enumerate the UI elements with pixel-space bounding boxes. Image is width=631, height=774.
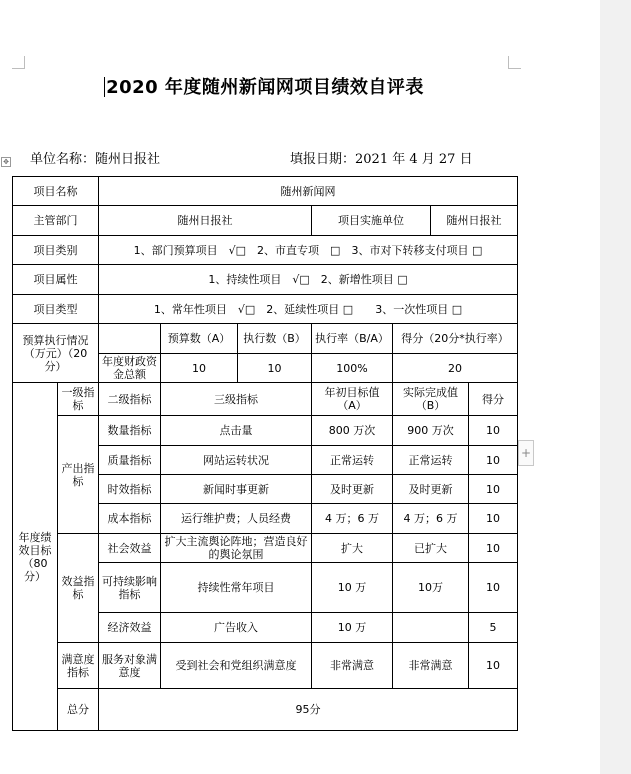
category-row — [13, 236, 518, 265]
satisfaction-indicator-label: 满意度指标 — [58, 643, 99, 689]
fill-date-label: 填报日期： — [290, 152, 356, 167]
impl-unit-value: 随州日报社 — [431, 206, 518, 236]
budget-score: 20 — [393, 354, 518, 383]
rate-value: 100% — [312, 354, 393, 383]
type-row — [13, 295, 518, 324]
header-target: 年初目标值（A） — [312, 383, 393, 416]
crop-mark-top-left — [12, 56, 25, 69]
total-row — [13, 689, 518, 731]
level3-cell: 新闻时事更新 — [161, 475, 312, 504]
indicator-header-row — [13, 383, 518, 416]
level2-cell: 社会效益 — [99, 534, 161, 563]
header-level2: 二级指标 — [99, 383, 161, 416]
indicator-row — [13, 534, 518, 563]
level2-cell: 服务对象满意度 — [99, 643, 161, 689]
score-cell: 10 — [469, 416, 518, 446]
budget-label: 预算执行情况（万元）（20 分） — [13, 324, 99, 383]
level3-cell: 扩大主流舆论阵地；营造良好的舆论氛围 — [161, 534, 312, 563]
header-level1: 一级指标 — [58, 383, 99, 416]
project-name-label: 项目名称 — [13, 177, 99, 206]
score-cell: 10 — [469, 504, 518, 534]
document-title[interactable] — [0, 73, 528, 99]
indicator-row — [13, 416, 518, 446]
total-value: 95分 — [99, 689, 518, 731]
actual-cell: 900 万次 — [393, 416, 469, 446]
header-score: 得分 — [469, 383, 518, 416]
attribute-label: 项目属性 — [13, 265, 99, 295]
actual-cell — [393, 613, 469, 643]
level2-cell: 质量指标 — [99, 446, 161, 475]
score-cell: 10 — [469, 446, 518, 475]
dept-value: 随州日报社 — [99, 206, 312, 236]
budget-corner-cell — [99, 324, 161, 354]
budget-col-score: 得分（20分*执行率） — [393, 324, 518, 354]
level2-cell: 时效指标 — [99, 475, 161, 504]
type-label: 项目类型 — [13, 295, 99, 324]
project-name-value: 随州新闻网 — [99, 177, 518, 206]
header-actual: 实际完成值（B） — [393, 383, 469, 416]
actual-cell: 及时更新 — [393, 475, 469, 504]
level3-cell: 广告收入 — [161, 613, 312, 643]
budget-col-budget: 预算数（A） — [161, 324, 238, 354]
level2-cell: 经济效益 — [99, 613, 161, 643]
attribute-options: 1、持续性项目 √□ 2、新增性项目 □ — [99, 265, 518, 295]
impl-unit-label: 项目实施单位 — [312, 206, 431, 236]
dept-row — [13, 206, 518, 236]
actual-cell: 已扩大 — [393, 534, 469, 563]
level2-cell: 可持续影响指标 — [99, 563, 161, 613]
level3-cell: 点击量 — [161, 416, 312, 446]
target-cell: 10 万 — [312, 613, 393, 643]
total-label: 总分 — [58, 689, 99, 731]
score-cell: 10 — [469, 534, 518, 563]
unit-value: 随州日报社 — [95, 152, 161, 167]
score-cell: 5 — [469, 613, 518, 643]
target-cell: 10 万 — [312, 563, 393, 613]
dept-label: 主管部门 — [13, 206, 99, 236]
level3-cell: 受到社会和党组织满意度 — [161, 643, 312, 689]
target-cell: 4 万；6 万 — [312, 504, 393, 534]
level2-cell: 数量指标 — [99, 416, 161, 446]
target-cell: 扩大 — [312, 534, 393, 563]
crop-mark-top-right — [508, 56, 521, 69]
target-cell: 800 万次 — [312, 416, 393, 446]
unit-label: 单位名称： — [30, 152, 96, 167]
score-cell: 10 — [469, 643, 518, 689]
level3-cell: 网站运转状况 — [161, 446, 312, 475]
text-cursor — [104, 77, 105, 97]
header-level3: 三级指标 — [161, 383, 312, 416]
budget-row-label: 年度财政资金总额 — [99, 354, 161, 383]
type-options: 1、常年性项目 √□ 2、延续性项目 □ 3、一次性项目 □ — [99, 295, 518, 324]
actual-cell: 非常满意 — [393, 643, 469, 689]
target-cell: 非常满意 — [312, 643, 393, 689]
actual-cell: 10万 — [393, 563, 469, 613]
target-cell: 及时更新 — [312, 475, 393, 504]
table-move-icon[interactable]: ✥ — [1, 157, 11, 167]
category-label: 项目类别 — [13, 236, 99, 265]
budget-col-rate: 执行率（B/A） — [312, 324, 393, 354]
project-name-row — [13, 177, 518, 206]
actual-cell: 4 万；6 万 — [393, 504, 469, 534]
score-cell: 10 — [469, 563, 518, 613]
goal-label: 年度绩效目标（80 分） — [13, 383, 58, 731]
level3-cell: 运行维护费；人员经费 — [161, 504, 312, 534]
category-options: 1、部门预算项目 √□ 2、市直专项 □ 3、市对下转移支付项目 □ — [99, 236, 518, 265]
actual-cell: 正常运转 — [393, 446, 469, 475]
target-cell: 正常运转 — [312, 446, 393, 475]
output-indicator-label: 产出指标 — [58, 416, 99, 534]
indicator-row — [13, 643, 518, 689]
budget-header-row — [13, 324, 518, 354]
benefit-indicator-label: 效益指标 — [58, 534, 99, 643]
level2-cell: 成本指标 — [99, 504, 161, 534]
budget-value: 10 — [161, 354, 238, 383]
page-edge — [600, 0, 631, 774]
level3-cell: 持续性常年项目 — [161, 563, 312, 613]
evaluation-table — [12, 176, 518, 731]
exec-value: 10 — [238, 354, 312, 383]
score-cell: 10 — [469, 475, 518, 504]
add-column-icon[interactable]: + — [518, 440, 534, 466]
title-text: 2020 年度随州新闻网项目绩效自评表 — [106, 77, 424, 98]
attribute-row — [13, 265, 518, 295]
budget-col-exec: 执行数（B） — [238, 324, 312, 354]
unit-line — [30, 148, 160, 167]
fill-date-value: 2021 年 4 月 27 日 — [355, 152, 473, 167]
fill-date-line — [290, 148, 473, 167]
